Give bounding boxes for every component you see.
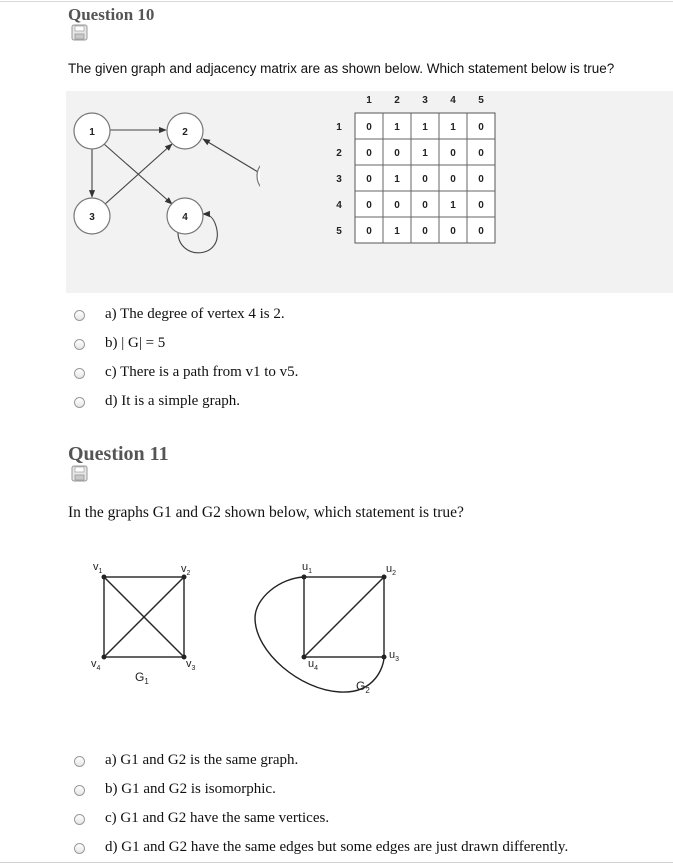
- g2-vertex-label: $u_3$: [389, 649, 400, 663]
- matrix-cell: 1: [394, 122, 400, 133]
- matrix-cell: 1: [394, 226, 400, 237]
- matrix-cell: 1: [394, 174, 400, 185]
- matrix-row-header: 2: [336, 148, 342, 159]
- matrix-cell: 0: [394, 200, 400, 211]
- radio-button[interactable]: [74, 843, 85, 854]
- save-icon[interactable]: [71, 465, 88, 482]
- matrix-cell: 0: [422, 174, 428, 185]
- matrix-cell: 0: [478, 148, 484, 159]
- option-label: c) G1 and G2 have the same vertices.: [105, 810, 330, 826]
- g1-vertex-dot: [102, 655, 107, 660]
- matrix-cell: 0: [422, 200, 428, 211]
- radio-button[interactable]: [74, 339, 85, 350]
- option-label: d) It is a simple graph.: [105, 393, 240, 409]
- save-icon[interactable]: [71, 24, 88, 41]
- g1-vertex-label: $v_3$: [186, 658, 196, 672]
- matrix-col-header: 3: [422, 95, 428, 106]
- g1-vertex-label: $v_1$: [93, 561, 103, 575]
- radio-button[interactable]: [74, 785, 85, 796]
- g2-vertex-dot: [302, 575, 307, 580]
- vertex-1-label: 1: [89, 127, 95, 138]
- question-10-prompt: The given graph and adjacency matrix are as shown below. Which statement below is true?: [68, 61, 615, 76]
- matrix-cell: 0: [366, 122, 372, 133]
- g1-vertex-label: $v_4$: [91, 658, 101, 672]
- option-label: b) G1 and G2 is isomorphic.: [105, 781, 276, 797]
- radio-button[interactable]: [74, 756, 85, 767]
- matrix-row-header: 1: [336, 122, 342, 133]
- option-label: c) There is a path from v1 to v5.: [105, 364, 299, 380]
- matrix-cell: 0: [422, 226, 428, 237]
- g2-vertex-label: $u_2$: [386, 563, 397, 577]
- matrix-cell: 0: [366, 148, 372, 159]
- matrix-cell: 0: [478, 200, 484, 211]
- radio-button[interactable]: [74, 310, 85, 321]
- matrix-cell: 0: [366, 200, 372, 211]
- g2-vertex-dot: [302, 655, 307, 660]
- matrix-cell: 0: [478, 122, 484, 133]
- g2-vertex-dot: [382, 655, 387, 660]
- matrix-cell: 1: [450, 200, 456, 211]
- vertex-2-label: 2: [182, 127, 188, 138]
- matrix-col-header: 1: [366, 95, 372, 106]
- matrix-cell: 1: [422, 122, 428, 133]
- g1-vertex-dot: [102, 575, 107, 580]
- matrix-row-header: 4: [336, 200, 342, 211]
- question-10-title: Question 10: [68, 5, 155, 24]
- radio-button[interactable]: [74, 397, 85, 408]
- matrix-col-header: 4: [450, 95, 456, 106]
- option-label: a) The degree of vertex 4 is 2.: [105, 306, 285, 322]
- question-11-title: Question 11: [68, 443, 169, 465]
- g2-curved-edge: [255, 577, 384, 692]
- matrix-cell: 0: [366, 226, 372, 237]
- matrix-row-header: 5: [336, 226, 342, 237]
- directed-graph-figure: [66, 91, 266, 271]
- matrix-cell: 0: [478, 174, 484, 185]
- question-11-prompt: In the graphs G1 and G2 shown below, which statement is true?: [68, 504, 464, 521]
- vertex-4-label: 4: [182, 212, 188, 223]
- matrix-cell: 0: [366, 174, 372, 185]
- g2-diagonal-edge: [304, 577, 384, 657]
- matrix-cell: 0: [450, 174, 456, 185]
- matrix-col-header: 5: [478, 95, 484, 106]
- option-label: d) G1 and G2 have the same edges but some edges are just drawn differently.: [105, 839, 569, 855]
- g2-vertex-label: $u_4$: [308, 658, 319, 672]
- radio-button[interactable]: [74, 368, 85, 379]
- top-divider: [0, 1, 673, 2]
- matrix-cell: 0: [450, 226, 456, 237]
- radio-button[interactable]: [74, 814, 85, 825]
- matrix-cell: 0: [450, 148, 456, 159]
- g1-graph-name: $G_1$: [135, 670, 149, 686]
- option-label: a) G1 and G2 is the same graph.: [105, 752, 299, 768]
- matrix-col-header: 2: [394, 95, 400, 106]
- bottom-divider: [0, 862, 673, 863]
- g2-vertex-label: $u_1$: [302, 561, 313, 575]
- matrix-cell: 1: [422, 148, 428, 159]
- graphs-g1-g2-figure: [80, 555, 420, 705]
- adjacency-matrix: [260, 91, 500, 261]
- vertex-3-label: 3: [89, 212, 95, 223]
- matrix-cell: 1: [450, 122, 456, 133]
- g1-vertex-label: $v_2$: [181, 563, 191, 577]
- option-label: b) | G| = 5: [105, 335, 166, 351]
- edge-5-2: [203, 139, 258, 172]
- matrix-cell: 0: [478, 226, 484, 237]
- matrix-row-header: 3: [336, 174, 342, 185]
- matrix-cell: 0: [394, 148, 400, 159]
- g2-vertex-dot: [382, 575, 387, 580]
- g2-graph-name: $G_2$: [356, 679, 370, 695]
